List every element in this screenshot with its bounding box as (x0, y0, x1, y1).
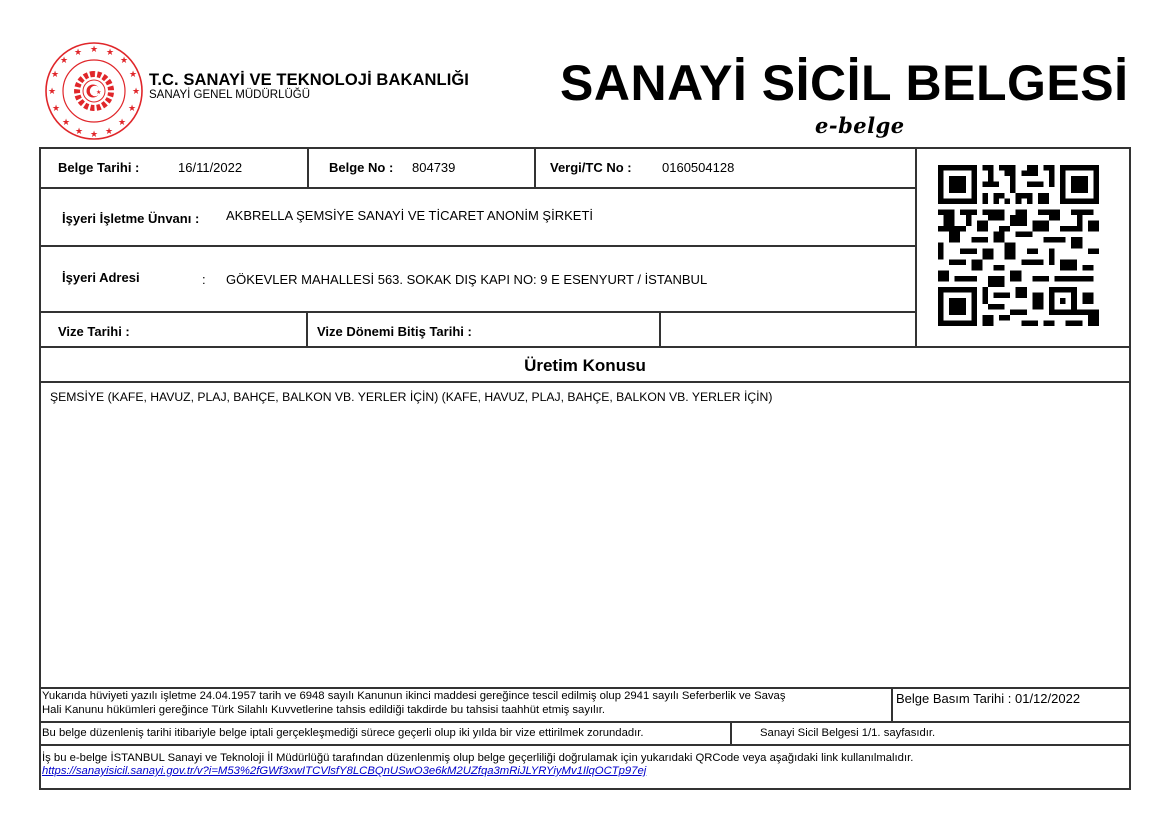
verification-link[interactable]: https://sanayisicil.sanayi.gov.tr/v?i=M53%2fGWf3xwITCVlsfY8LCBQnUSwO3e6kM2UZfqa3mRiJLYRYiyMv1IlqOCTp97ej (42, 765, 647, 777)
tax-number-label: Vergi/TC No : (550, 160, 632, 175)
address-value: GÖKEVLER MAHALLESİ 563. SOKAK DIŞ KAPI NO: 9 E ESENYURT / İSTANBUL (226, 272, 708, 287)
border (730, 721, 732, 745)
ministry-seal-icon (44, 41, 144, 141)
ministry-name: T.C. SANAYİ VE TEKNOLOJİ BAKANLIĞI (149, 71, 469, 89)
document-subtitle: e-belge (815, 113, 905, 138)
svg-text:★: ★ (48, 87, 57, 97)
svg-text:★: ★ (51, 70, 60, 80)
border (39, 721, 1131, 723)
svg-text:★: ★ (74, 48, 83, 58)
company-title-value: AKBRELLA ŞEMSİYE SANAYİ VE TİCARET ANONİM ŞİRKETİ (226, 208, 594, 223)
border (39, 788, 1131, 790)
print-date: Belge Basım Tarihi : 01/12/2022 (896, 691, 1081, 706)
address-separator: : (202, 272, 206, 287)
legal-notice-line1: Yukarıda hüviyeti yazılı işletme 24.04.1957 tarih ve 6948 sayılı Kanunun ikinci maddesi gereğince tescil edilmiş olup 2941 sayılı Seferberlik ve Savaş (42, 690, 786, 702)
border (307, 147, 309, 188)
svg-text:★: ★ (128, 104, 137, 114)
svg-text:★: ★ (96, 89, 102, 96)
border (39, 147, 41, 789)
border (306, 311, 308, 347)
document-date-label: Belge Tarihi : (58, 160, 140, 175)
production-subject-text: ŞEMSİYE (KAFE, HAVUZ, PLAJ, BAHÇE, BALKON VB. YERLER İÇİN) (KAFE, HAVUZ, PLAJ, BAHÇE, BALKON VB. YERLER İÇİN) (50, 390, 773, 404)
document-number-value: 804739 (412, 160, 456, 175)
svg-text:★: ★ (90, 45, 99, 55)
border (915, 147, 917, 347)
svg-text:★: ★ (62, 118, 71, 128)
border (659, 311, 661, 347)
border (39, 346, 1131, 348)
border (39, 245, 916, 247)
visa-end-date-label: Vize Dönemi Bitiş Tarihi : (317, 324, 472, 339)
border (39, 381, 1131, 383)
svg-text:★: ★ (129, 70, 138, 80)
svg-text:★: ★ (90, 130, 99, 140)
svg-text:★: ★ (106, 48, 115, 58)
validity-notice: Bu belge düzenleniş tarihi itibariyle belge iptali gerçekleşmediği sürece geçerli olup iki yılda bir vize ettirilmek zorundadır. (42, 727, 644, 739)
svg-text:★: ★ (52, 104, 61, 114)
document-number-label: Belge No : (329, 160, 394, 175)
production-subject-title: Üretim Konusu (524, 356, 646, 375)
svg-text:★: ★ (120, 56, 129, 66)
directorate-name: SANAYİ GENEL MÜDÜRLÜĞÜ (149, 89, 311, 101)
tax-number-value: 0160504128 (662, 160, 735, 175)
border (891, 687, 893, 721)
svg-text:★: ★ (132, 87, 141, 97)
border (39, 187, 916, 189)
border (534, 147, 536, 188)
border (39, 744, 1131, 746)
border (39, 311, 916, 313)
qr-code-icon (938, 165, 1099, 326)
company-title-label: İşyeri İşletme Ünvanı : (62, 211, 200, 226)
svg-text:★: ★ (105, 127, 114, 137)
document-date-value: 16/11/2022 (178, 160, 243, 175)
verification-notice: İş bu e-belge İSTANBUL Sanayi ve Teknoloji İl Müdürlüğü tarafından düzenlenmiş olup belge geçerliliği doğrulamak için yukarıdaki QRCode veya aşağıdaki link kullanılmalıdır. (42, 752, 914, 764)
border (1129, 147, 1131, 789)
legal-notice-line2: Hali Kanunu hükümleri gereğince Türk Silahlı Kuvvetlerine tahsis edildiği takdirde bu tahsisi taahhüt etmiş sayılır. (42, 704, 606, 716)
svg-text:★: ★ (75, 127, 84, 137)
svg-text:★: ★ (118, 118, 127, 128)
address-label: İşyeri Adresi (62, 270, 140, 285)
svg-text:★: ★ (60, 56, 69, 66)
border (39, 147, 1131, 149)
document-title: SANAYİ SİCİL BELGESİ (560, 55, 1129, 111)
visa-date-label: Vize Tarihi : (58, 324, 130, 339)
border (39, 687, 1131, 689)
page-info: Sanayi Sicil Belgesi 1/1. sayfasıdır. (760, 727, 936, 739)
